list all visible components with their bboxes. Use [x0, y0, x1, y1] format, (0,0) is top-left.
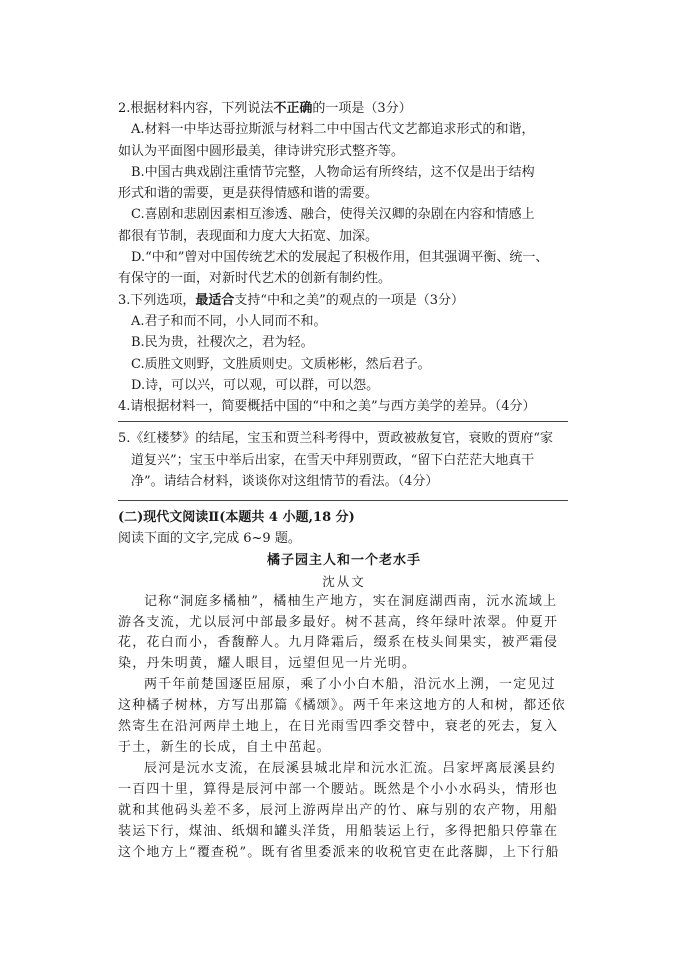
q2-stem: 2.根据材料内容，下列说法不正确的一项是（3分） [118, 101, 412, 116]
para3-line3: 就和其他码头差不多，辰河上游两岸出产的竹、麻与别的农产物，用船 [118, 802, 559, 818]
para1-line4: 染，丹朱明黄，耀人眼目，远望但见一片光明。 [118, 656, 417, 672]
q2-option-c-line2: 都很有节制，表现面和力度大大拓宽、加深。 [118, 228, 379, 244]
q2-option-a-line2: 如认为平面图中圆形最美，律诗讲究形式整齐等。 [118, 143, 405, 159]
section-instruction: 阅读下面的文字,完成 6~9 题。 [118, 531, 301, 547]
q3-option-c: C.质胜文则野，文胜质则史。文质彬彬，然后君子。 [131, 356, 431, 372]
q2-option-c-line1: C.喜剧和悲剧因素相互渗透、融合，使得关汉卿的杂剧在内容和情感上 [131, 207, 535, 223]
para1-line2: 游各支流，尤以辰河中部最多最好。树不甚高，终年绿叶浓翠。仲夏开 [118, 614, 559, 630]
q5-answer-line [118, 500, 568, 501]
q5-line2: 道复兴”；宝玉中举后出家，在雪天中拜别贾政，“留下白茫茫大地真干 [131, 452, 535, 468]
q3-stem: 3.下列选项，最适合支持“中和之美”的观点的一项是（3分） [118, 292, 464, 308]
q2-option-a-line1: A.材料一中毕达哥拉斯派与材料二中中国古代文艺都追求形式的和谐， [131, 122, 535, 138]
exam-page [118, 98, 570, 863]
q3-option-b: B.民为贵，社稷次之，君为轻。 [131, 335, 314, 351]
para2-line1: 两千年前楚国逐臣屈原，乘了小小白木船，沿沅水上溯，一定见过 [144, 677, 556, 693]
q2-option-d-line1: D.“中和”曾对中国传统艺术的发展起了积极作用，但其强调平衡、统一、 [131, 250, 549, 266]
para1-line1: 记称“洞庭多橘柚”，橘柚生产地方，实在洞庭湖西南，沅水流域上 [144, 593, 558, 609]
q4-stem: 4.请根据材料一，简要概括中国的“中和之美”与西方美学的差异。（4分） [118, 399, 536, 415]
q4-answer-line [118, 421, 568, 422]
q3-option-a: A.君子和而不同，小人同而不和。 [131, 313, 327, 329]
section-heading: (二)现代文阅读Ⅱ(本题共 4 小题,18 分) [118, 510, 355, 526]
para3-line2: 一百四十里，算得是辰河中部一个腰站。既然是个小小水码头，情形也 [118, 781, 559, 797]
q2-option-b-line1: B.中国古典戏剧注重情节完整，人物命运有所终结，这不仅是出于结构 [131, 164, 535, 180]
q5-line3: 净”。请结合材料，谈谈你对这组情节的看法。（4分） [131, 474, 439, 490]
para3-line1: 辰河是沅水支流，在辰溪县城北岸和沅水汇流。吕家坪离辰溪县约 [144, 760, 556, 776]
q2-option-d-line2: 有保守的一面，对新时代艺术的创新有制约性。 [118, 271, 392, 287]
q3-option-d: D.诗，可以兴，可以观，可以群，可以怨。 [131, 377, 380, 393]
passage-author: 沈从文 [322, 573, 366, 589]
para3-line4: 装运下行，煤油、纸烟和罐头洋货，用船装运上行，多得把船只停靠在 [118, 823, 559, 839]
para3-line5: 这个地方上“覆查税”。既有省里委派来的收税官吏在此落脚，上下行船 [118, 844, 560, 860]
para2-line4: 于土，新生的长成，自土中茁起。 [118, 739, 332, 755]
q2-option-b-line2: 形式和谐的需要，更是获得情感和谐的需要。 [118, 186, 379, 202]
q2-emphasis: 不正确 [273, 101, 313, 116]
para2-line3: 然寄生在沿河两岸土地上，在日光雨雪四季交替中，衰老的死去，复入 [118, 719, 559, 735]
para2-line2: 这种橘子树林，方写出那篇《橘颂》。两千年来这地方的人和树，都还依 [118, 698, 566, 714]
q3-emphasis: 最适合 [195, 292, 235, 308]
para1-line3: 花，花白而小，香馥醉人。九月降霜后，缀系在枝头间果实，被严霜侵 [118, 635, 559, 651]
q5-line1: 5.《红楼梦》的结尾，宝玉和贾兰科考得中，贾政被赦复官，衰败的贾府“家 [118, 431, 554, 447]
passage-title: 橘子园主人和一个老水手 [266, 552, 421, 568]
